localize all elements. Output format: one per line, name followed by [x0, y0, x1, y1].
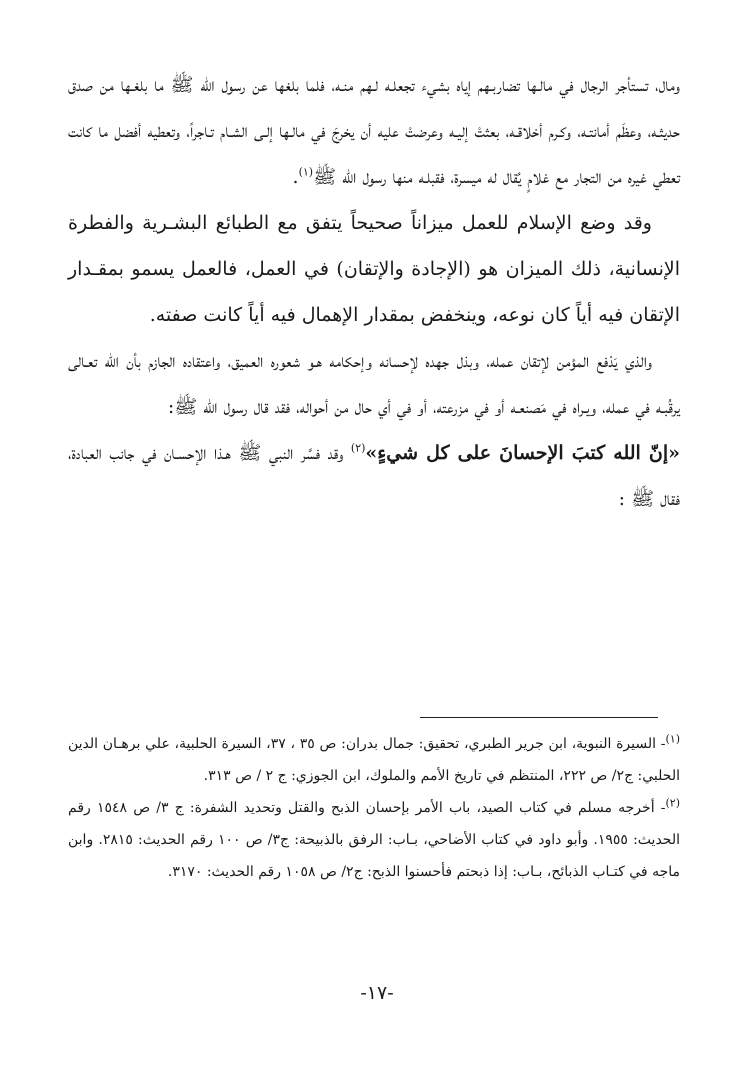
paragraph-2: وقد وضع الإسلام للعمل ميزاناً صحيحاً يتفق مع الطبائع البشـرية والفطرة الإنسانية، ذلك الميزان هو (الإجادة والإتقان) في العمل، فالعمل يسمو بمقـدار الإتقان فيه أياً كان نوعه، وينخفض بمقدار الإهمال فيه أياً كانت صفته. — [68, 212, 680, 326]
paragraph-4-text: وقد فسَّر النبي ﷺ هـذا الإحسـان في جانب العبادة، فقال ﷺ : — [68, 442, 680, 510]
paragraph-4 — [68, 430, 680, 522]
paragraph-3: والذي يَدْفع المؤمن لإتقان عمله، وبذل جهده لإحسانه وإحكامه هـو شعوره العميق، واعتقاده الجازم بأن الله تعـالى يرقُبـه في عمله، ويـراه في مَصنعـه أو في مزرعته، أو في أي حال من أحواله، فقد قال رسول الله ﷺ: — [68, 350, 680, 418]
footnote-divider — [420, 717, 658, 718]
hadith-quote: «إنّ الله كتبَ الإحسانَ على كل شيءٍ» — [365, 442, 680, 464]
footnote-2-text: - أخرجه مسلم في كتاب الصيد، باب الأمر بإحسان الذبح والقتل وتحديد الشفرة: ج ٣/ ص ١٥٤٨ رقم الحديث: ١٩٥٥. وأبو داود في كتاب الأضاحي، بـاب: الرفق بالذبيحة: ج٣/ ص ١٠٠ رقم الحديث: ٢٨١٥. وابن ماجه في كتـاب الذبائح، بـاب: إذا ذبحتم فأحسنوا الذبح: ج٢/ ص ١٠٥٨ رقم الحديث: ٣١٧٠. — [68, 800, 680, 880]
footnote-ref-2: (٢) — [350, 441, 366, 455]
paragraph-1-end: . — [292, 166, 299, 188]
footnotes — [68, 728, 680, 888]
page-number: -١٧- — [360, 982, 394, 1004]
footnote-2 — [68, 792, 680, 888]
main-text — [68, 62, 680, 522]
footnote-1-text: - السيرة النبوية، ابن جرير الطبري، تحقيق: جمال بدران: ص ٣٥ ، ٣٧، السيرة الحلبية، علي برهـان الدين الحلبي: ج٢/ ص ٢٢٢، المنتظم في تاريخ الأمم والملوك، ابن الجوزي: ج ٢ / ص ٣١٣. — [68, 736, 680, 784]
paragraph-1 — [68, 62, 680, 200]
footnote-1-marker: (١) — [665, 732, 680, 746]
footnote-2-marker: (٢) — [665, 796, 680, 810]
footnote-1 — [68, 728, 680, 792]
paragraph-1-text: ومال، تستأجر الرجال في مالـها تضاربـهم إياه بشيء تجعلـه لـهم منـه، فلما بلغها عن رسول الله ﷺ ما بلغـها من صدق حديثـه، وعظَم أمانتـه، وكـرم أخلاقـه، بعثتْ إليـه وعرضتْ عليه أن يخرجَ في مالـها إلـى الشـام تـاجراً، وتعطيه أفضل ما كانت تعطي غيره من التجار مع غلامٍ يُقال له ميسرة، فقبلـه منها رسول الله ﷺ — [68, 74, 680, 188]
footnote-ref-1: (١) — [298, 165, 314, 179]
